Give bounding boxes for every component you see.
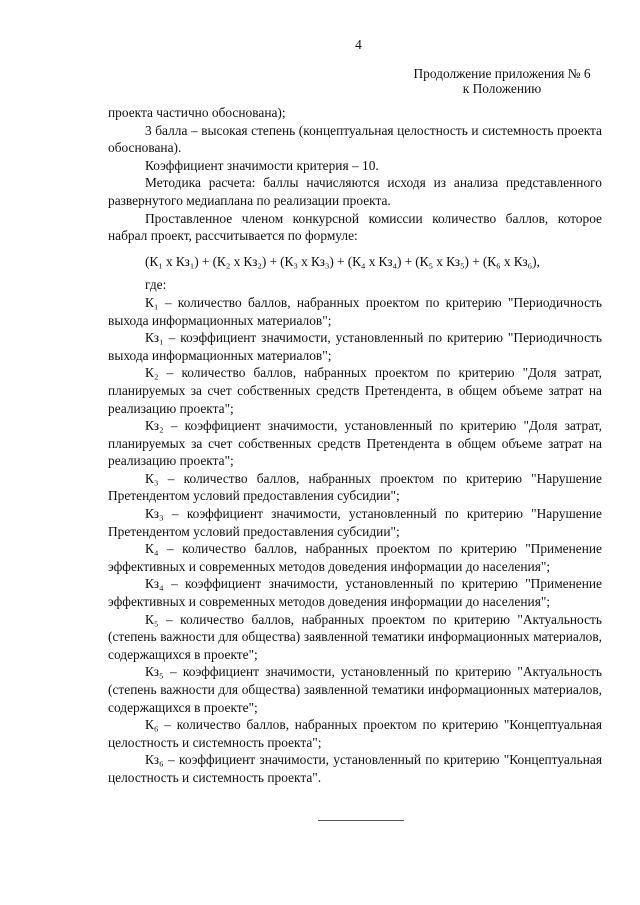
page-number: 4	[355, 37, 362, 52]
definition-kz2: Кз₂ – коэффициент значимости, установленный по критерию "Доля затрат, планируемых за счет собственных средств Претендента в общем объеме затрат на реализацию проекта";	[108, 418, 602, 469]
definition-kz3: Кз₃ – коэффициент значимости, установленный по критерию "Нарушение Претендентом условий предоставления субсидии";	[108, 506, 602, 539]
definition-k3: К₃ – количество баллов, набранных проектом по критерию "Нарушение Претендентом условий предоставления субсидии";	[108, 470, 602, 504]
definition-k1: К₁ – количество баллов, набранных проектом по критерию "Периодичность выхода информационных материалов";	[108, 294, 602, 328]
paragraph: 3 балла – высокая степень (концептуальная целостность и системность проекта обоснована).	[108, 122, 602, 156]
appendix-header-line-2: к Положению	[462, 81, 542, 96]
definition-k2: К₂ – количество баллов, набранных проектом по критерию "Доля затрат, планируемых за счет собственных средств Претендента, в общем объеме затрат на реализацию проекта";	[108, 365, 602, 416]
end-divider	[318, 820, 404, 821]
paragraph: проекта частично обоснована);	[108, 105, 286, 120]
definition-k4: К₄ – количество баллов, набранных проектом по критерию "Применение эффективных и современных методов доведения информации до населения";	[108, 541, 602, 574]
definition-kz4: Кз₄ – коэффициент значимости, установленный по критерию "Применение эффективных и современных методов доведения информации до населения";	[108, 576, 602, 610]
appendix-header-line-1: Продолжение приложения № 6	[413, 66, 591, 81]
definition-kz5: Кз₅ – коэффициент значимости, установленный по критерию "Актуальность (степень важности для общества) заявленной тематики информационных материалов, содержащихся в проекте";	[108, 664, 602, 715]
paragraph: Проставленное членом конкурсной комиссии количество баллов, которое набрал проект, рассчитывается по формуле:	[108, 210, 602, 244]
definition-kz1: Кз₁ – коэффициент значимости, установленный по критерию "Периодичность выхода информационных материалов";	[108, 330, 602, 363]
document-body	[108, 104, 602, 787]
score-formula: (К₁ х Кз₁) + (К₂ х Кз₂) + (К₃ х Кз₃) + (К₄ х Кз₄) + (К₅ х Кз₅) + (К₆ х Кз₆),	[145, 253, 540, 269]
where-label: где:	[145, 277, 167, 293]
definition-k5: К₅ – количество баллов, набранных проектом по критерию "Актуальность (степень важности для общества) заявленной тематики информационных материалов, содержащихся в проекте";	[108, 611, 602, 662]
definition-k6: К₆ – количество баллов, набранных проектом по критерию "Концептуальная целостность и системность проекта";	[108, 717, 602, 750]
definition-kz6: Кз₆ – коэффициент значимости, установленный по критерию "Концептуальная целостность и системность проекта".	[108, 752, 602, 785]
appendix-header	[402, 66, 602, 96]
paragraph: Коэффициент значимости критерия – 10.	[145, 157, 379, 173]
paragraph: Методика расчета: баллы начисляются исходя из анализа представленного развернутого медиаплана по реализации проекта.	[108, 175, 602, 208]
